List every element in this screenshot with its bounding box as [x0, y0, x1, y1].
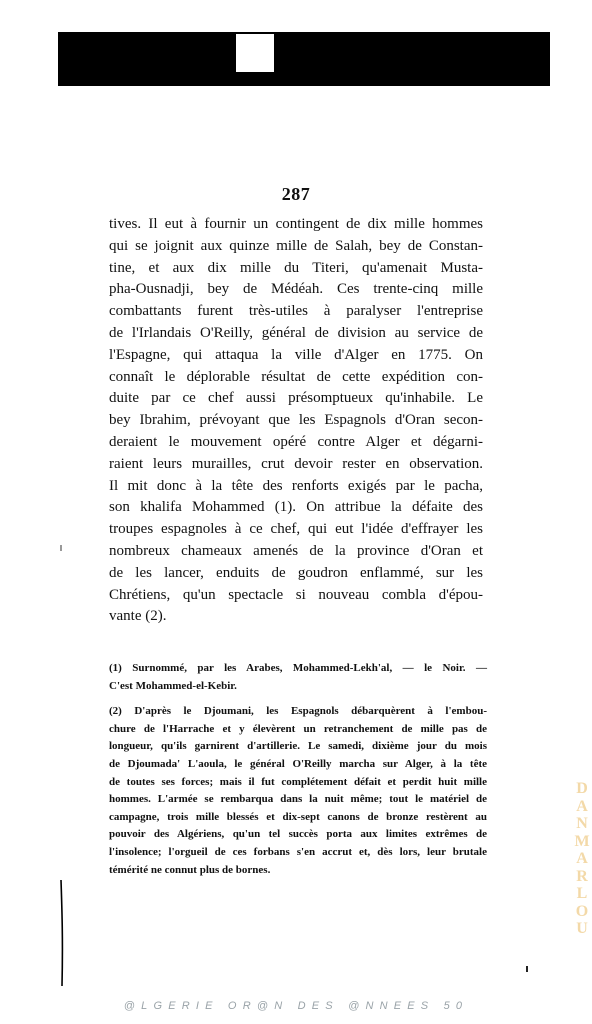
side-watermark-letter: A [576, 850, 588, 867]
footnote-2-line: pouvoir des Algériens, qu'un tel succès porta aux limites extrêmes de [109, 828, 487, 841]
redaction-bar [58, 32, 550, 86]
footnote-2-line: témérité ne connut plus de bornes. [109, 863, 271, 876]
body-line: Il mit donc à la tête des renforts exigés par le pacha, [109, 477, 483, 494]
side-watermark-letter: L [576, 885, 588, 902]
body-line: pha-Ousnadji, bey de Médéah. Ces trente-cinq mille [109, 281, 483, 298]
scan-speck [60, 545, 62, 551]
redaction-notch [236, 34, 274, 72]
footnote-2-line: de toutes ses forces; mais il fut complétement défait et perdit huit mille [109, 775, 487, 788]
body-line: de l'Irlandais O'Reilly, général de division au service de [109, 324, 483, 341]
scan-speck [526, 966, 528, 972]
footnote-2-line: de Djoumada' L'aoula, le général O'Reilly marcha sur Alger, à la tête [109, 757, 487, 770]
footnotes [109, 660, 487, 879]
body-line: de les lancer, enduits de goudron enflammé, sur les [109, 564, 483, 581]
footnote-2-line: l'insolence; l'orgueil de ces forbans s'en accrut et, dès lors, leur brutale [109, 845, 487, 858]
body-line: l'Espagne, qui attaqua la ville d'Alger en 1775. On [109, 346, 483, 363]
side-watermark-letter: M [574, 832, 590, 850]
body-line: son khalifa Mohammed (1). On attribue la défaite des [109, 499, 483, 516]
scan-margin-line [60, 880, 64, 986]
body-line: tine, et aux dix mille du Titeri, qu'amenait Musta- [109, 259, 483, 276]
side-watermark-letter: O [575, 902, 589, 920]
footnote-2-line: chure de l'Harrache et y élevèrent un retranchement de mille pas de [109, 722, 487, 735]
footnote-1-line: (1) Surnommé, par les Arabes, Mohammed-Lekh'al, — le Noir. — [109, 662, 487, 674]
body-text [109, 214, 483, 628]
footnote-2-line: longueur, qu'ils garnirent d'artillerie. Le samedi, dixième jour du mois [109, 740, 487, 753]
footnote-2-line: hommes. L'armée se rembarqua dans la nuit même; tout le matériel de [109, 793, 487, 806]
body-line: deraient le mouvement opéré contre Alger et dégarni- [109, 433, 483, 450]
side-watermark-letter: D [576, 780, 588, 797]
body-line: Chrétiens, qu'un spectacle si nouveau combla d'épou- [109, 586, 483, 603]
side-watermark-letter: A [576, 797, 588, 815]
body-line: duite par ce chef aussi présomptueux qu'inhabile. Le [109, 390, 483, 407]
side-watermark [573, 780, 591, 938]
body-line: tives. Il eut à fournir un contingent de dix mille hommes [109, 216, 483, 232]
footnote-gap [109, 695, 487, 703]
side-watermark-letter: U [576, 920, 588, 937]
body-line: vante (2). [109, 608, 167, 625]
footnote-1-line: C'est Mohammed-el-Kebir. [109, 679, 237, 692]
body-line: bey Ibrahim, prévoyant que les Espagnols d'Oran secon- [109, 412, 483, 429]
page-number: 287 [281, 184, 311, 204]
footnote-2-line: (2) D'après le Djoumani, les Espagnols débarquèrent à l'embou- [109, 705, 487, 718]
body-line: connaît le déplorable résultat de cette expédition con- [109, 368, 483, 385]
bottom-watermark: @LGERIE OR@N DES @NNEES 50 [123, 1000, 469, 1012]
body-line: nombreux chameaux amenés de la province d'Oran et [109, 542, 483, 559]
side-watermark-letter: R [576, 867, 588, 885]
body-line: combattants furent très-utiles à paralyser l'entreprise [109, 303, 483, 320]
body-line: qui se joignit aux quinze mille de Salah, bey de Constan- [109, 237, 483, 254]
footnote-2-line: campagne, trois mille blessés et dix-sept canons de bronze restèrent au [109, 810, 487, 823]
body-line: raient leurs murailles, crut devoir rester en observation. [109, 455, 483, 472]
body-line: troupes espagnoles à ce chef, qui eut l'idée d'effrayer les [109, 521, 483, 538]
side-watermark-letter: N [576, 815, 588, 832]
